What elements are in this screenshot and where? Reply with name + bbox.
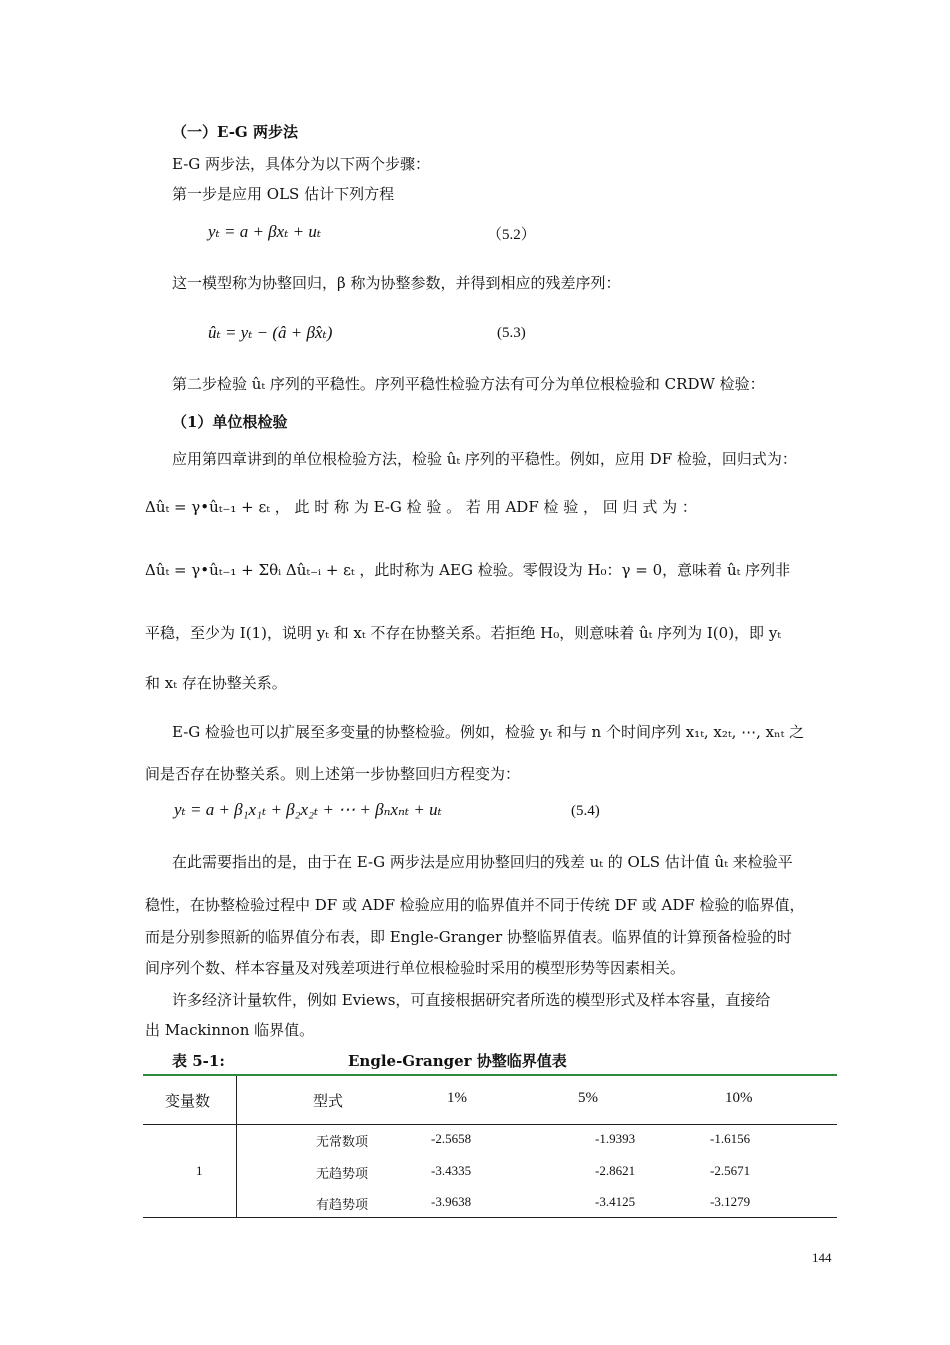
- table-column-divider: [236, 1076, 237, 1218]
- aeg-continuation: 平稳，至少为 I(1)，说明 yₜ 和 xₜ 不存在协整关系。若拒绝 H₀，则意味着 ûₜ 序列为 I(0)，即 yₜ: [145, 624, 781, 642]
- section-heading: （一）E-G 两步法: [172, 123, 298, 141]
- intro-text: E-G 两步法，具体分为以下两个步骤：: [172, 155, 431, 173]
- software-line1: 许多经济计量软件，例如 Eviews，可直接根据研究者所选的模型形式及样本容量，直接给: [172, 991, 771, 1009]
- note-line4: 间序列个数、样本容量及对残差项进行单位根检验时采用的模型形势等因素相关。: [145, 959, 686, 977]
- table-bottom-rule: [143, 1217, 837, 1218]
- note-line1: 在此需要指出的是，由于在 E-G 两步法是应用协整回归的残差 uₜ 的 OLS 估计值 ûₜ 来检验平: [172, 853, 793, 871]
- table-label: 表 5-1:: [172, 1052, 225, 1070]
- step2-text: 第二步检验 ûₜ 序列的平稳性。序列平稳性检验方法有可分为单位根检验和 CRDW 检验：: [172, 375, 765, 393]
- header-1pct: 1%: [447, 1090, 467, 1106]
- table-row-p1: -2.5658: [431, 1131, 472, 1146]
- group-variable-count: 1: [196, 1163, 203, 1178]
- equation-5-2: yₜ = a + βxₜ + uₜ: [208, 222, 322, 241]
- table-row-type: 无常数项: [316, 1134, 369, 1149]
- equation-5-4-number: (5.4): [571, 803, 600, 819]
- coint-paragraph: 这一模型称为协整回归，β 称为协整参数，并得到相应的残差序列：: [172, 274, 621, 292]
- equation-5-3: ûₜ = yₜ − (â + β̂xₜ): [208, 323, 333, 342]
- table-row-type: 有趋势项: [316, 1197, 369, 1212]
- table-row-p1: -3.9638: [431, 1194, 472, 1209]
- multi-var-line1: E-G 检验也可以扩展至多变量的协整检验。例如，检验 yₜ 和与 n 个时间序列 x₁ₜ, x₂ₜ, ⋯, xₙₜ 之: [172, 723, 805, 741]
- table-row-p5: -1.9393: [595, 1131, 636, 1146]
- table-row-p10: -1.6156: [710, 1131, 751, 1146]
- table-row-p5: -2.8621: [595, 1163, 636, 1178]
- software-line2: 出 Mackinnon 临界值。: [145, 1021, 315, 1039]
- eg-test-line: Δûₜ = γ•ûₜ₋₁ + εₜ ， 此 时 称 为 E-G 检 验 。 若 用 ADF 检 验 ， 回 归 式 为 ：: [145, 498, 697, 516]
- subsection-unit-root: （1）单位根检验: [172, 413, 288, 431]
- header-variable-count: 变量数: [165, 1094, 211, 1110]
- table-title: Engle-Granger 协整临界值表: [348, 1052, 567, 1070]
- equation-5-2-number: （5.2）: [487, 227, 536, 243]
- equation-5-3-number: (5.3): [497, 325, 526, 341]
- step1-text: 第一步是应用 OLS 估计下列方程: [172, 185, 395, 203]
- multi-var-line2: 间是否存在协整关系。则上述第一步协整回归方程变为：: [145, 765, 521, 783]
- equation-5-4: yₜ = a + β₁x₁ₜ + β₂x₂ₜ + ⋯ + βₙxₙₜ + uₜ: [174, 800, 442, 819]
- note-line2: 稳性，在协整检验过程中 DF 或 ADF 检验应用的临界值并不同于传统 DF 或 ADF 检验的临界值，: [145, 896, 805, 914]
- table-row-p10: -3.1279: [710, 1194, 751, 1209]
- unit-root-paragraph: 应用第四章讲到的单位根检验方法，检验 ûₜ 序列的平稳性。例如，应用 DF 检验，回归式为：: [172, 450, 797, 468]
- header-5pct: 5%: [578, 1090, 598, 1106]
- table-row-p10: -2.5671: [710, 1163, 751, 1178]
- header-form: 型式: [313, 1094, 344, 1110]
- table-row-p1: -3.4335: [431, 1163, 472, 1178]
- table-top-rule: [143, 1074, 837, 1076]
- aeg-end: 和 xₜ 存在协整关系。: [145, 674, 287, 692]
- table-header-rule: [143, 1124, 837, 1125]
- table-row-p5: -3.4125: [595, 1194, 636, 1209]
- page-number: 144: [812, 1250, 832, 1265]
- aeg-test-line: Δûₜ = γ•ûₜ₋₁ + Σθᵢ Δûₜ₋ᵢ + εₜ ，此时称为 AEG 检验。零假设为 H₀：γ = 0，意味着 ûₜ 序列非: [145, 561, 791, 579]
- table-row-type: 无趋势项: [316, 1166, 369, 1181]
- note-line3: 而是分别参照新的临界值分布表，即 Engle-Granger 协整临界值表。临界值的计算预备检验的时: [145, 928, 792, 946]
- header-10pct: 10%: [725, 1090, 753, 1106]
